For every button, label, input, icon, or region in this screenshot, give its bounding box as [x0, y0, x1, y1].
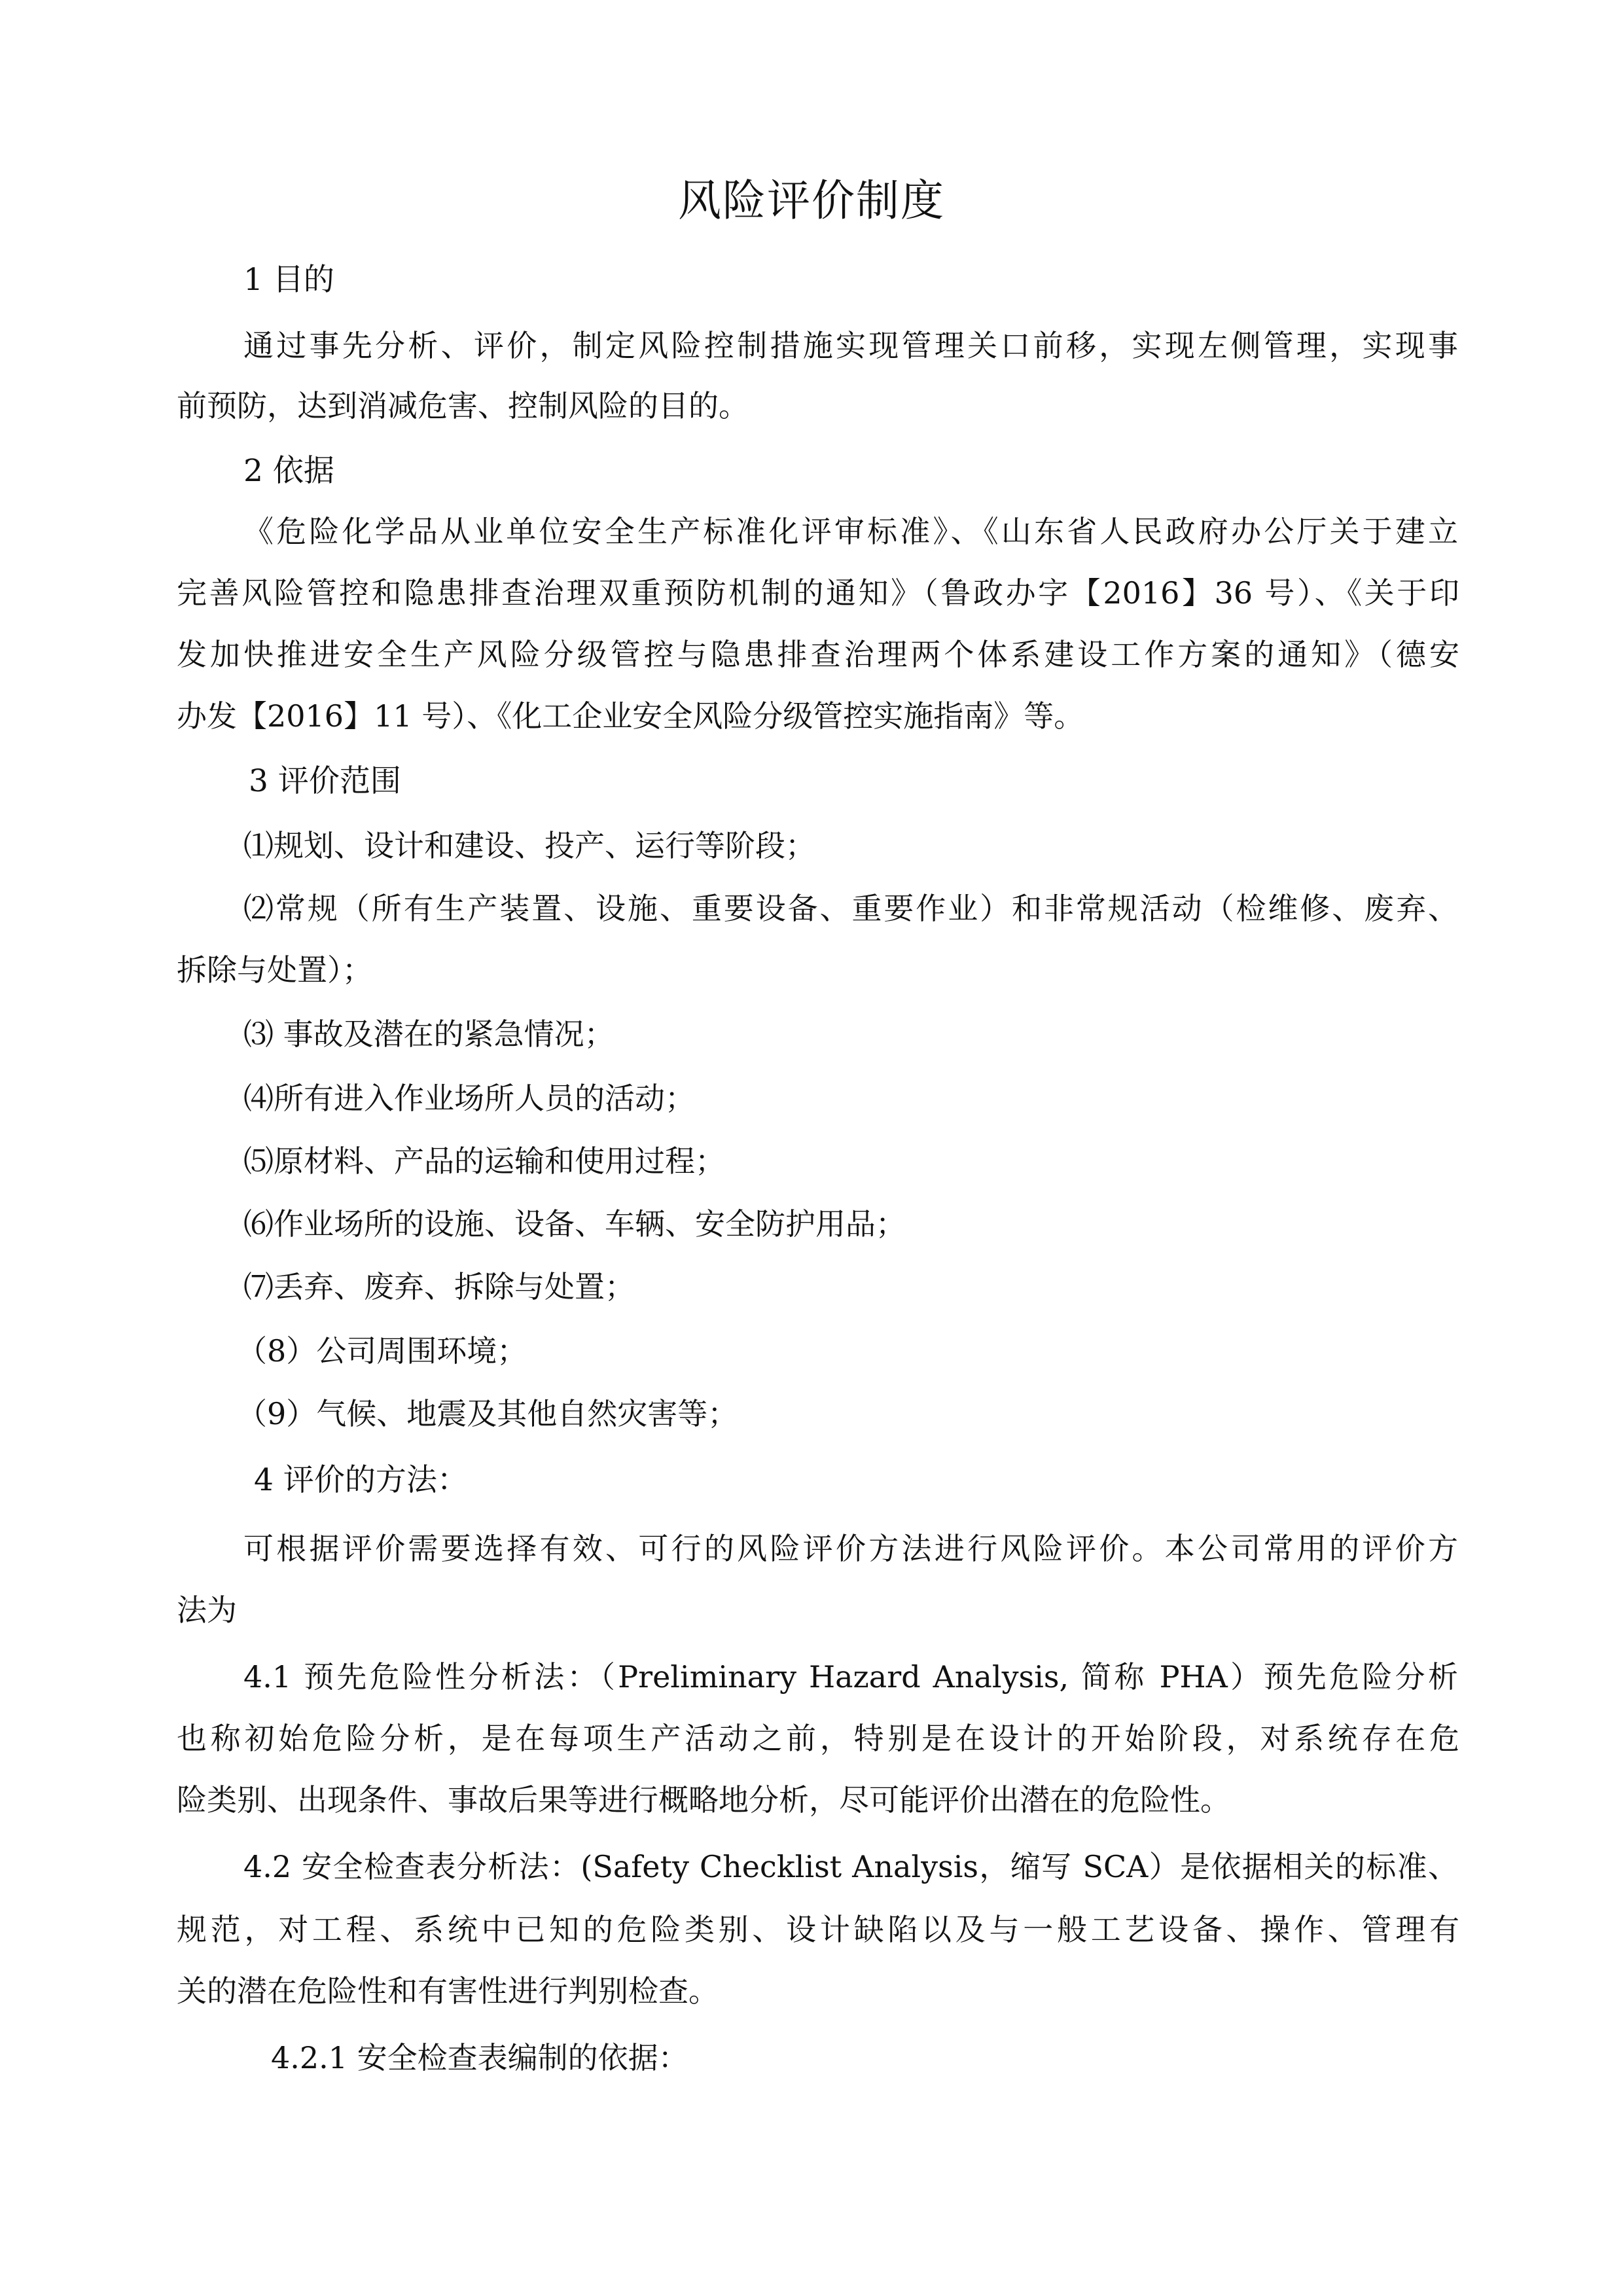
- document-title: 风险评价制度: [678, 175, 945, 226]
- paragraph-line: 4.2 安全检查表分析法：(Safety Checklist Analysis，缩写 SCA）是依据相关的标准、: [243, 1849, 1458, 1884]
- paragraph-line: 《危险化学品从业单位安全生产标准化评审标准》、《山东省人民政府办公厅关于建立: [243, 514, 1458, 549]
- paragraph-line: 通过事先分析、评价，制定风险控制措施实现管理关口前移，实现左侧管理，实现事: [243, 328, 1458, 363]
- list-item: ⑺丢弃、废弃、拆除与处置；: [243, 1269, 635, 1304]
- paragraph-line: 法为: [177, 1592, 237, 1628]
- paragraph-line: 完善风险管控和隐患排查治理双重预防机制的通知》（鲁政办字【2016】36 号）、《关于印: [177, 575, 1459, 611]
- list-item: （9）气候、地震及其他自然灾害等；: [237, 1396, 738, 1431]
- list-item: ⑴规划、设计和建设、投产、运行等阶段；: [243, 828, 815, 863]
- list-item: ⑹作业场所的设施、设备、车辆、安全防护用品；: [243, 1206, 906, 1242]
- paragraph-line: 前预防，达到消减危害、控制风险的目的。: [177, 388, 749, 423]
- subsection-heading: 4.2.1 安全检查表编制的依据：: [271, 2040, 688, 2075]
- section-heading-scope: 3 评价范围: [249, 763, 401, 799]
- paragraph-line: 险类别、出现条件、事故后果等进行概略地分析，尽可能评价出潜在的危险性。: [177, 1782, 1230, 1818]
- paragraph-line: 4.1 预先危险性分析法：（Preliminary Hazard Analysis, 简称 PHA）预先危险分析: [243, 1659, 1458, 1695]
- list-item: （8）公司周围环境；: [237, 1333, 527, 1369]
- list-item-continuation: 拆除与处置）；: [177, 952, 372, 988]
- paragraph-line: 发加快推进安全生产风险分级管控与隐患排查治理两个体系建设工作方案的通知》（德安: [177, 637, 1459, 672]
- list-item: ⑸原材料、产品的运输和使用过程；: [243, 1143, 725, 1179]
- paragraph-line: 规范，对工程、系统中已知的危险类别、设计缺陷以及与一般工艺设备、操作、管理有: [177, 1912, 1459, 1947]
- section-heading-methods: 4 评价的方法：: [254, 1462, 468, 1498]
- section-heading-purpose: 1 目的: [243, 262, 334, 298]
- paragraph-line: 可根据评价需要选择有效、可行的风险评价方法进行风险评价。本公司常用的评价方: [243, 1531, 1458, 1566]
- list-item: ⑷所有进入作业场所人员的活动；: [243, 1081, 695, 1116]
- paragraph-line: 关的潜在危险性和有害性进行判别检查。: [177, 1973, 719, 2009]
- paragraph-line: 办发【2016】11 号）、《化工企业安全风险分级管控实施指南》等。: [177, 698, 1084, 734]
- section-heading-basis: 2 依据: [243, 453, 334, 489]
- list-item: ⑶ 事故及潜在的紧急情况；: [243, 1016, 615, 1052]
- list-item: ⑵常规（所有生产装置、设施、重要设备、重要作业）和非常规活动（检维修、废弃、: [243, 891, 1458, 926]
- paragraph-line: 也称初始危险分析，是在每项生产活动之前，特别是在设计的开始阶段，对系统存在危: [177, 1721, 1459, 1756]
